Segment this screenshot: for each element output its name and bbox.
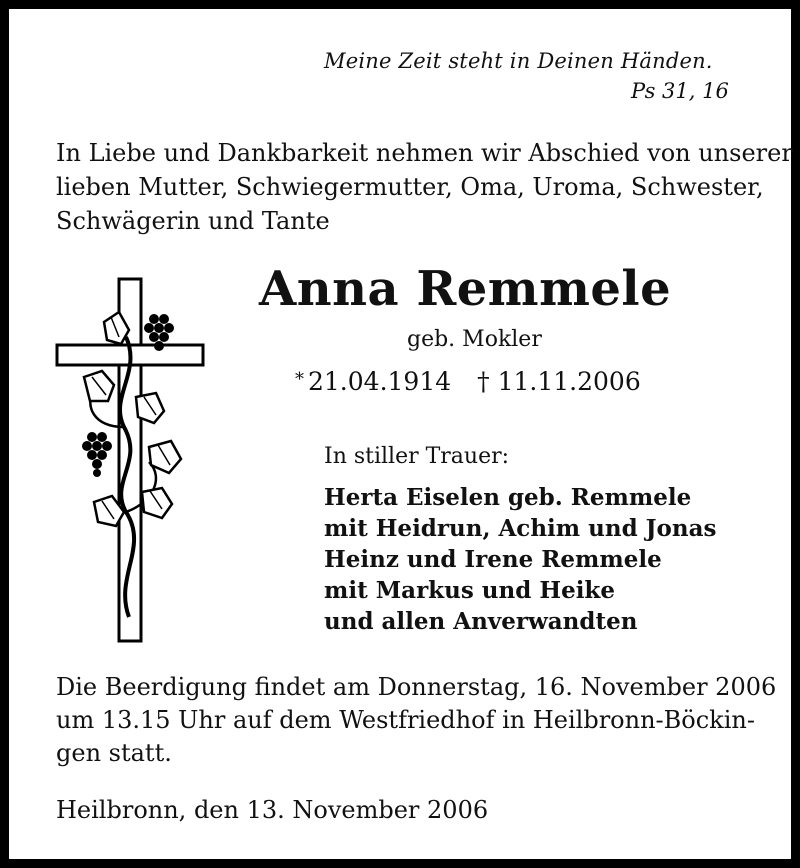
birth-symbol: *	[295, 369, 304, 390]
mourner-line: und allen Anverwandten	[324, 608, 638, 635]
intro-line: lieben Mutter, Schwiegermutter, Oma, Uroma, Schwester,	[56, 173, 764, 201]
intro-line: Schwägerin und Tante	[56, 207, 330, 235]
verse-reference: Ps 31, 16	[631, 79, 729, 103]
birth-date: 21.04.1914	[308, 367, 452, 396]
birth-name: geb. Mokler	[407, 327, 542, 352]
mourner-line: Heinz und Irene Remmele	[324, 546, 662, 573]
death-symbol: †	[477, 367, 490, 396]
mourners-list	[324, 482, 784, 637]
life-dates	[295, 367, 641, 396]
intro-line: In Liebe und Dankbarkeit nehmen wir Abschied von unserer	[56, 139, 793, 167]
motto-text: Meine Zeit steht in Deinen Händen.	[324, 49, 713, 73]
deceased-name: Anna Remmele	[259, 261, 672, 317]
mourner-line: mit Heidrun, Achim und Jonas	[324, 515, 717, 542]
funeral-line: um 13.15 Uhr auf dem Westfriedhof in Heilbronn-Böckin-	[56, 706, 755, 734]
death-date: 11.11.2006	[497, 367, 641, 396]
mourner-line: Herta Eiselen geb. Remmele	[324, 484, 692, 511]
cross-with-grapevine-icon	[54, 277, 206, 645]
funeral-line: Die Beerdigung findet am Donnerstag, 16. November 2006	[56, 673, 777, 701]
funeral-line: gen statt.	[56, 739, 172, 767]
mourner-line: mit Markus und Heike	[324, 577, 616, 604]
place-and-date: Heilbronn, den 13. November 2006	[56, 796, 489, 824]
intro-paragraph	[56, 136, 793, 238]
funeral-paragraph	[56, 671, 786, 770]
mourners-label: In stiller Trauer:	[324, 444, 510, 469]
